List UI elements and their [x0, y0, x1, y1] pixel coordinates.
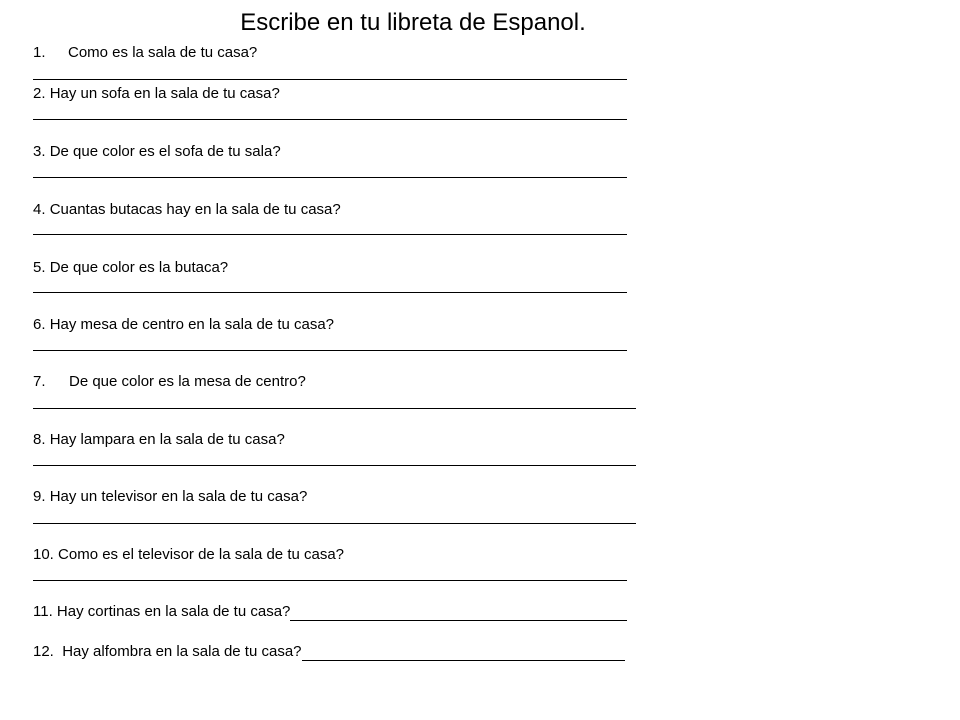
question-text: De que color es la mesa de centro?: [69, 373, 306, 390]
answer-line-10[interactable]: [33, 580, 627, 581]
answer-line-3[interactable]: [33, 177, 627, 178]
question-7: [33, 373, 306, 391]
question-11: [33, 603, 627, 621]
question-prompt: [33, 603, 290, 621]
question-text: Hay cortinas en la sala de tu casa?: [56, 603, 291, 620]
question-number: 9.: [33, 488, 46, 505]
question-number: 1.: [33, 44, 46, 61]
question-9: [33, 488, 307, 506]
question-prompt: [33, 643, 302, 661]
question-4: [33, 201, 341, 219]
question-text: Hay lampara en la sala de tu casa?: [49, 431, 285, 448]
question-10: [33, 546, 344, 564]
question-2: [33, 85, 280, 103]
question-text: Hay un televisor en la sala de tu casa?: [49, 488, 308, 505]
answer-line-4[interactable]: [33, 234, 627, 235]
answer-line-8[interactable]: [33, 465, 636, 466]
question-6: [33, 316, 334, 334]
question-text: Como es la sala de tu casa?: [68, 44, 258, 61]
question-number: 6.: [33, 316, 46, 333]
answer-line-11[interactable]: [290, 607, 627, 621]
question-number: 11.: [33, 603, 53, 620]
question-number: 2.: [33, 85, 46, 102]
answer-line-6[interactable]: [33, 350, 627, 351]
question-text: Hay un sofa en la sala de tu casa?: [49, 85, 280, 102]
question-number: 8.: [33, 431, 46, 448]
question-number: 5.: [33, 259, 46, 276]
answer-line-1[interactable]: [33, 79, 627, 80]
answer-line-2[interactable]: [33, 119, 627, 120]
question-1: [33, 44, 257, 62]
question-text: De que color es el sofa de tu sala?: [49, 143, 281, 160]
question-number: 7.: [33, 373, 46, 390]
answer-line-5[interactable]: [33, 292, 627, 293]
page-title: Escribe en tu libreta de Espanol.: [240, 9, 586, 36]
answer-line-7[interactable]: [33, 408, 636, 409]
question-text: Cuantas butacas hay en la sala de tu casa?: [49, 201, 341, 218]
question-5: [33, 259, 228, 277]
question-number: 10.: [33, 546, 54, 563]
answer-line-12[interactable]: [302, 647, 625, 661]
question-text: De que color es la butaca?: [49, 259, 229, 276]
question-number: 4.: [33, 201, 46, 218]
question-number: 12.: [33, 643, 54, 660]
question-text: Hay mesa de centro en la sala de tu casa?: [49, 316, 335, 333]
question-number: 3.: [33, 143, 46, 160]
question-12: [33, 643, 625, 661]
answer-line-9[interactable]: [33, 523, 636, 524]
question-3: [33, 143, 281, 161]
question-text: Hay alfombra en la sala de tu casa?: [62, 643, 302, 660]
question-8: [33, 431, 285, 449]
question-text: Como es el televisor de la sala de tu casa?: [58, 546, 345, 563]
